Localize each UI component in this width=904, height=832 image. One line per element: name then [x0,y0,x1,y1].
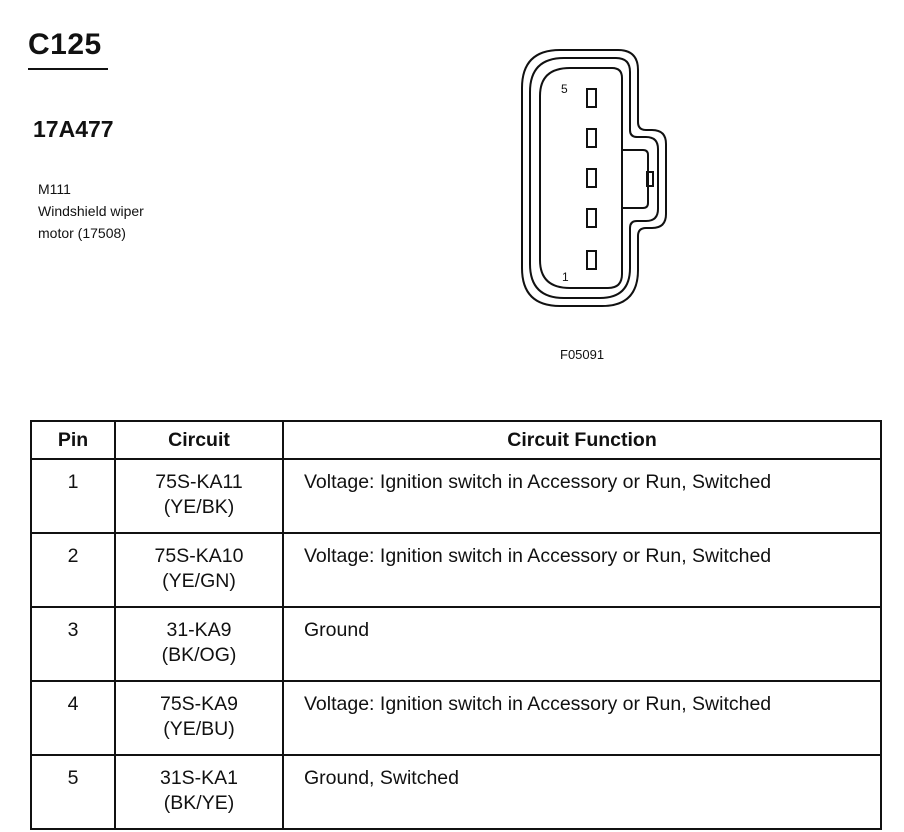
connector-inner-face [540,68,622,288]
header-circuit-function: Circuit Function [283,421,881,459]
header-circuit: Circuit [115,421,283,459]
circuit-id: 31-KA9 [166,619,232,641]
circuit-cell [115,459,283,533]
circuit-cell [115,607,283,681]
circuit-cell [115,533,283,607]
connector-id-underline [28,68,108,70]
function-cell [283,755,881,829]
wire-color: (YE/BK) [163,496,235,518]
circuit-function: Ground [304,619,370,641]
circuit-function: Voltage: Ignition switch in Accessory or Run, Switched [304,693,772,715]
pin-cell [31,459,115,533]
wire-color: (YE/GN) [162,570,236,592]
function-cell [283,607,881,681]
connector-face-diagram [500,38,690,328]
pin-cavity-4 [587,129,596,147]
pin-number: 5 [67,767,79,789]
pin-cell [31,607,115,681]
pin-cavity-2 [587,209,596,227]
function-cell [283,533,881,607]
circuit-function: Voltage: Ignition switch in Accessory or Run, Switched [304,545,772,567]
component-name-line1: Windshield wiper [38,203,144,219]
pin-cavity-5 [587,89,596,107]
connector-id: C125 [28,28,102,61]
connector-locking-tab [622,150,648,208]
component-name-line2: motor (17508) [38,225,126,241]
figure-code: F05091 [560,347,605,362]
function-cell [283,459,881,533]
table-row [31,755,881,829]
table-row [31,681,881,755]
table-row [31,607,881,681]
component-description [38,178,144,244]
table-row [31,459,881,533]
circuit-id: 75S-KA9 [159,693,239,715]
circuit-cell [115,755,283,829]
pin-number: 1 [67,471,79,493]
pin-cell [31,533,115,607]
circuit-id: 75S-KA11 [155,471,243,493]
pin-cavity-3 [587,169,596,187]
pin-label-top: 5 [561,82,568,96]
part-number: 17A477 [33,116,114,142]
wire-color: (BK/YE) [163,792,235,814]
wire-color: (BK/OG) [161,644,237,666]
pin-cell [31,681,115,755]
circuit-id: 31S-KA1 [159,767,239,789]
wire-color: (YE/BU) [163,718,235,740]
table-header-row [31,421,881,459]
pin-number: 3 [67,619,79,641]
component-code: M111 [38,181,71,197]
circuit-function: Voltage: Ignition switch in Accessory or Run, Switched [304,471,772,493]
function-cell [283,681,881,755]
pinout-table [30,420,882,830]
pin-cell [31,755,115,829]
pin-number: 4 [67,693,79,715]
table-row [31,533,881,607]
pin-cavity-1 [587,251,596,269]
pin-label-bottom: 1 [562,270,569,284]
circuit-id: 75S-KA10 [154,545,244,567]
circuit-function: Ground, Switched [304,767,460,789]
header-pin: Pin [31,421,115,459]
circuit-cell [115,681,283,755]
pin-number: 2 [67,545,79,567]
locking-tab-nub [647,172,653,186]
